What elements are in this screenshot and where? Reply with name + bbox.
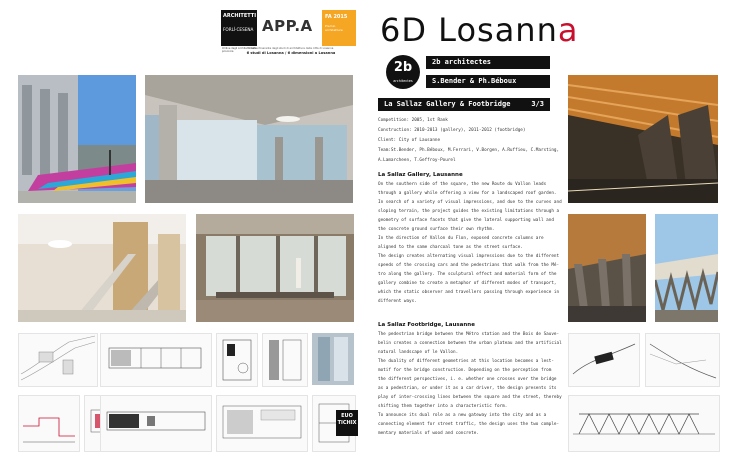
expo-badge-sub: Premio architetture <box>325 24 343 32</box>
gallery-room-photo <box>196 214 354 322</box>
firm-bar: 2b architectes <box>426 56 550 69</box>
info-team-1: Team:St.Bender, Ph.Béboux, M.Ferrari, V.Borgen, A.Ruffieu, C.Marsting, <box>378 148 560 153</box>
info-client: Client: City of Lausanne <box>378 138 441 143</box>
info-construction: Construction: 2010-2013 (gallery), 2011-2012 (footbridge) <box>378 128 526 133</box>
plan-drawing-2 <box>216 395 308 452</box>
title-main: 6D Losann <box>380 11 558 49</box>
logo-title: ARCHITETTI <box>223 13 257 19</box>
gallery-line: through a gallery while offering a view for a landscaped roof garden. <box>378 191 557 196</box>
logo-subtitle: FORLÌ·CESENA <box>223 27 254 32</box>
footbridge-line: the different perspectives, i. e. whether one crosses over the bridge <box>378 377 557 382</box>
elevation-drawing-1 <box>18 395 80 452</box>
long-section-drawing <box>100 395 212 452</box>
gallery-line: gallery combine to create a metaphor of different modes of transport, <box>378 281 557 286</box>
title-accent: a <box>557 11 579 49</box>
footer-logo: EUO TICHIX <box>336 410 358 436</box>
gallery-line: sloping terrain, the project guides the existing limitations through a <box>378 209 560 214</box>
footbridge-line: natural landscape of le Vallon. <box>378 350 459 355</box>
architects-order-logo <box>221 10 257 46</box>
gallery-line: tro along the gallery. The sculptural effect and material form of the <box>378 272 557 277</box>
project-bar <box>378 98 550 111</box>
gallery-interior-photo <box>145 75 353 203</box>
footbridge-line: play of inter-crossing lines between the square and the street, thereby <box>378 395 562 400</box>
footbridge-site-drawing <box>645 333 720 387</box>
page-title <box>380 12 578 48</box>
gallery-heading: La Sallaz Gallery, Lausanne <box>378 172 463 178</box>
info-competition: Competition: 2005, 1st Rank <box>378 118 448 123</box>
gallery-line: In search of a variety of visual impressions, and due to the curves and <box>378 200 562 205</box>
logo-caption: Ordine degli Architetti della provincia <box>222 47 257 53</box>
footbridge-line: The pedestrian bridge between the Métro station and the Bois de Sauve- <box>378 332 560 337</box>
glass-facade-photo <box>312 333 354 385</box>
footbridge-underside-photo <box>568 214 646 322</box>
footbridge-section-drawing <box>568 395 720 452</box>
stair-interior-photo <box>18 214 186 322</box>
project-title: La Sallaz Gallery & Footbridge <box>384 100 511 108</box>
section-drawing <box>216 333 258 387</box>
exhibition-caption-2: 6 studi di Losanna / 6 dimensioni a Losanna <box>246 51 336 55</box>
footbridge-line: motif for the bridge construction. Depending on the perception from <box>378 368 552 373</box>
brand-mark-sub: architectes <box>393 79 413 83</box>
gallery-line: The design creates alternating visual impressions due to the different <box>378 254 560 259</box>
project-page: 3/3 <box>531 100 544 108</box>
gallery-line: In the direction of Vallon du Flon, exposed concrete columns are <box>378 236 544 241</box>
gallery-plan-drawing <box>100 333 212 387</box>
footbridge-plan-drawing <box>568 333 640 387</box>
expo-badge <box>322 10 356 46</box>
footbridge-line: shifting them together into a characteristic form. <box>378 404 508 409</box>
footbridge-zigzag-photo <box>655 214 718 322</box>
footbridge-line: as a pedestrian, or under it as a car driver, the design presents its <box>378 386 557 391</box>
gallery-line: which the static observer and travellers passing through experience in <box>378 290 560 295</box>
exhibition-caption-1: mostra itinerante degli studi di architettura della città di Losanna <box>248 47 334 50</box>
footbridge-line: belin creates a connection between the urban plateau and the artificial <box>378 341 562 346</box>
footbridge-line: connecting element for street traffic, the design uses the two comple- <box>378 422 560 427</box>
footbridge-line: The duality of different geometries at this location becomes a lest- <box>378 359 554 364</box>
gallery-line: the concrete ground surface their own rhythm. <box>378 227 495 232</box>
gallery-line: geometry of surface facets that give the lateral supporting wall and <box>378 218 554 223</box>
appa-logo: APP.A <box>262 17 313 35</box>
brand-mark-text: 2b <box>393 60 413 75</box>
expo-badge-label: FA 2015 <box>325 14 348 20</box>
footbridge-line: To announce its dual role as a new gateway into the city and as a <box>378 413 547 418</box>
gallery-line: On the southern side of the square, the new Route du Vallon leads <box>378 182 547 187</box>
info-team-2: A.Lamarcheen, T.Geffroy-Pourel <box>378 158 456 163</box>
brand-mark <box>386 55 420 89</box>
footbridge-line: mentary materials of wood and concrete. <box>378 431 479 436</box>
gallery-exterior-photo <box>18 75 136 203</box>
site-plan-drawing <box>18 333 98 387</box>
gallery-line: aligned to the same charcoal tone as the street surface. <box>378 245 523 250</box>
gallery-line: speeds of the crossing cars and the pedestrians that walk from the Mé- <box>378 263 560 268</box>
footbridge-heading: La Sallaz Footbridge, Lausanne <box>378 322 475 328</box>
footbridge-canopy-photo <box>568 75 718 203</box>
architects-bar: S.Bender & Ph.Béboux <box>426 75 550 88</box>
detail-drawing <box>262 333 308 387</box>
gallery-line: different ways. <box>378 299 417 304</box>
